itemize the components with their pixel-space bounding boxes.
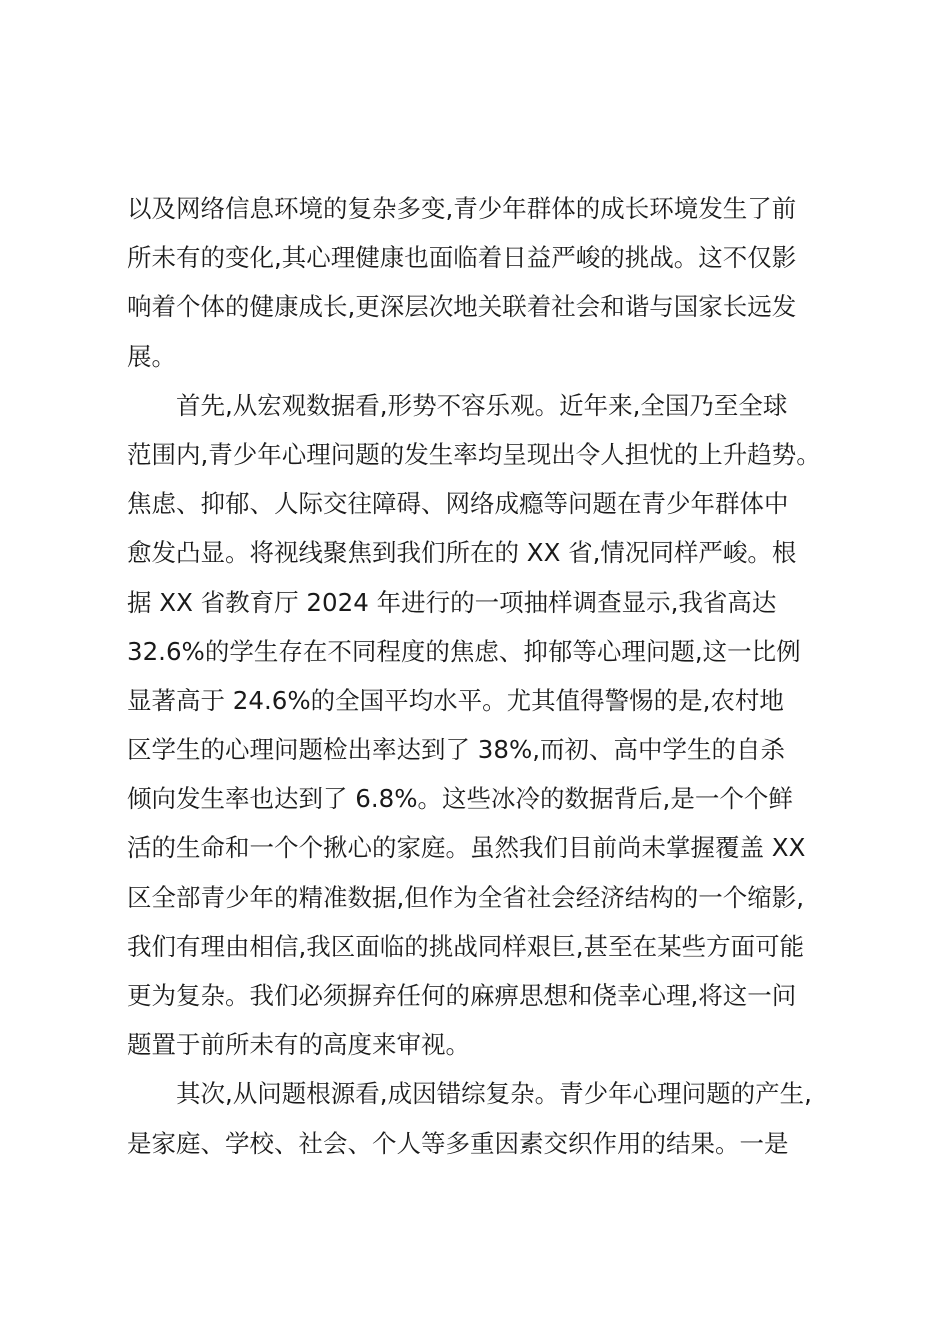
text-line: 愈发凸显。将视线聚焦到我们所在的 XX 省,情况同样严峻。根	[127, 538, 797, 568]
paragraph-macro-data	[127, 381, 857, 1070]
document-body	[127, 184, 857, 1168]
text-line: 以及网络信息环境的复杂多变,青少年群体的成长环境发生了前	[127, 194, 797, 223]
text-line: 首先,从宏观数据看,形势不容乐观。近年来,全国乃至全球	[127, 390, 788, 420]
text-line: 我们有理由相信,我区面临的挑战同样艰巨,甚至在某些方面可能	[127, 931, 805, 961]
text-line: 其次,从问题根源看,成因错综复杂。青少年心理问题的产生,	[127, 1079, 812, 1109]
text-line: 响着个体的健康成长,更深层次地关联着社会和谐与国家长远发	[127, 292, 797, 322]
text-line: 更为复杂。我们必须摒弃任何的麻痹思想和侥幸心理,将这一问	[127, 981, 797, 1010]
text-line: 区全部青少年的精准数据,但作为全省社会经济结构的一个缩影,	[127, 882, 805, 912]
text-line: 题置于前所未有的高度来审视。	[127, 1030, 470, 1060]
paragraph-intro-continuation	[127, 184, 857, 381]
text-line: 显著高于 24.6%的全国平均水平。尤其值得警惕的是,农村地	[127, 685, 784, 715]
text-line: 范围内,青少年心理问题的发生率均呈现出令人担忧的上升趋势。	[127, 439, 821, 469]
text-line: 区学生的心理问题检出率达到了 38%,而初、高中学生的自杀	[127, 735, 786, 765]
text-line: 展。	[127, 341, 176, 371]
text-line: 据 XX 省教育厅 2024 年进行的一项抽样调查显示,我省高达	[127, 587, 777, 617]
text-line: 倾向发生率也达到了 6.8%。这些冰冷的数据背后,是一个个鲜	[127, 784, 793, 814]
text-line: 所未有的变化,其心理健康也面临着日益严峻的挑战。这不仅影	[127, 243, 797, 273]
text-line: 焦虑、抑郁、人际交往障碍、网络成瘾等问题在青少年群体中	[127, 489, 789, 519]
text-line: 活的生命和一个个揪心的家庭。虽然我们目前尚未掌握覆盖 XX	[127, 833, 806, 863]
text-line: 是家庭、学校、社会、个人等多重因素交织作用的结果。一是	[127, 1128, 789, 1158]
paragraph-root-causes	[127, 1069, 857, 1167]
text-line: 32.6%的学生存在不同程度的焦虑、抑郁等心理问题,这一比例	[127, 636, 801, 666]
